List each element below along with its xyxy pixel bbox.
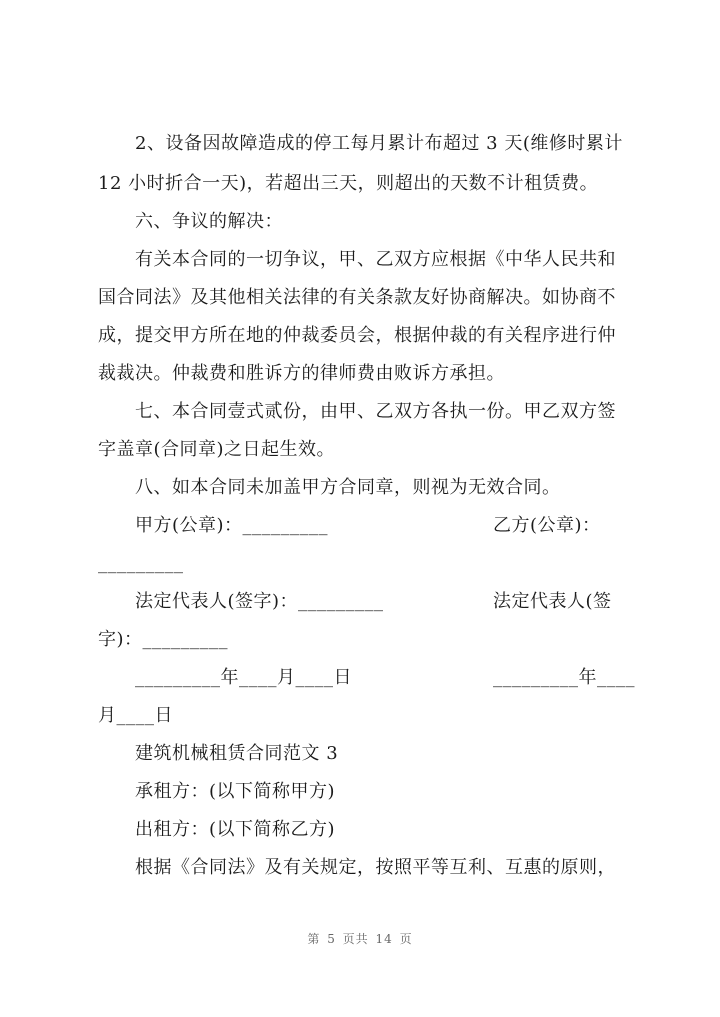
section-heading: 六、争议的解决： [135,211,283,232]
party-b-representative: 法定代表人(签 [493,591,612,612]
party-a-seal: 甲方(公章)：_________ [135,515,329,536]
page-number: 第 5 页共 14 页 [307,932,413,946]
text-line: 裁裁决。仲裁费和胜诉方的律师费由败诉方承担。 [98,363,505,384]
text-line: 八、如本合同未加盖甲方合同章，则视为无效合同。 [135,477,561,498]
text-line: 12 小时折合一天)，若超出三天，则超出的天数不计租赁费。 [98,173,599,194]
party-b-seal-blank: _________ [98,553,184,574]
party-b-date-cont: 月____日 [98,705,173,726]
text-line: 成，提交甲方所在地的仲裁委员会，根据仲裁的有关程序进行仲 [98,325,616,346]
party-a-date: _________年____月____日 [135,667,352,688]
lessor-line: 出租方：(以下简称乙方) [135,819,336,840]
party-b-date: _________年____ [493,667,635,688]
party-b-representative-cont: 字)：_________ [98,629,229,650]
party-b-seal: 乙方(公章)： [493,515,601,536]
text-line: 根据《合同法》及有关规定，按照平等互利、互惠的原则， [135,857,616,878]
lessee-line: 承租方：(以下简称甲方) [135,781,336,802]
text-line: 有关本合同的一切争议，甲、乙双方应根据《中华人民共和 [135,249,616,270]
text-line: 字盖章(合同章)之日起生效。 [98,439,336,460]
text-line: 国合同法》及其他相关法律的有关条款友好协商解决。如协商不 [98,287,616,308]
party-a-representative: 法定代表人(签字)：_________ [135,591,384,612]
text-line: 2、设备因故障造成的停工每月累计布超过 3 天(维修时累计 [135,133,623,154]
text-line: 七、本合同壹式贰份，由甲、乙双方各执一份。甲乙双方签 [135,401,616,422]
document-title: 建筑机械租赁合同范文 3 [135,743,339,764]
